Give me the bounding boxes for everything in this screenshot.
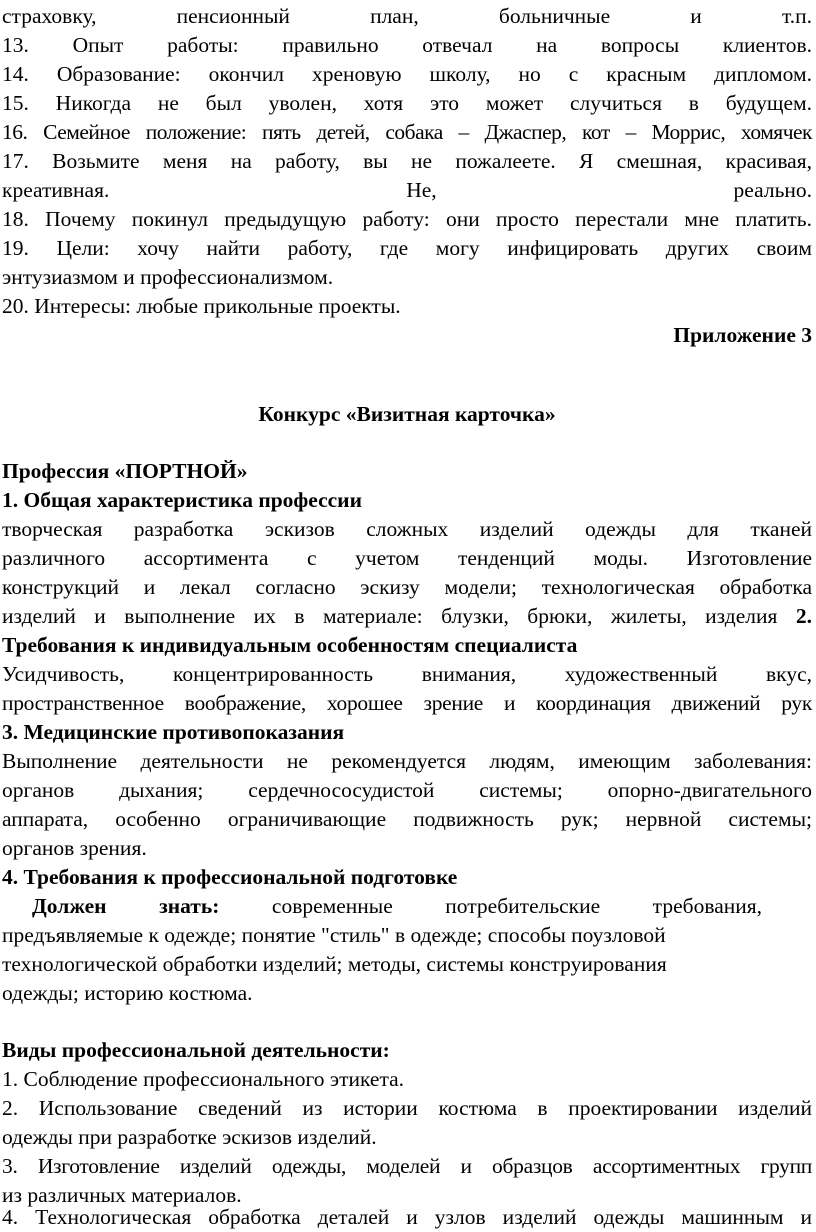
section-3-text-line-3: аппарата, особенно ограничивающие подвижность рук; нервной системы;: [2, 807, 812, 831]
section-2-heading: Требования к индивидуальным особенностям специалиста: [2, 633, 578, 657]
list-item-13: 13. Опыт работы: правильно отвечал на вопросы клиентов.: [2, 33, 812, 57]
list-item-20: 20. Интересы: любые прикольные проекты.: [2, 294, 401, 318]
list-item-19-continuation: энтузиазмом и профессионализмом.: [2, 265, 334, 289]
section-1-text-line-2: различного ассортимента с учетом тенденций моды. Изготовление: [2, 546, 812, 570]
must-know-label: Должен знать:: [32, 894, 220, 918]
appendix-label: Приложение 3: [673, 323, 812, 347]
list-item-17: 17. Возьмите меня на работу, вы не пожалеете. Я смешная, красивая,: [2, 149, 812, 173]
list-item-14: 14. Образование: окончил хреновую школу, но с красным дипломом.: [2, 62, 812, 86]
activity-item-2: 2. Использование сведений из истории костюма в проектировании изделий: [2, 1096, 812, 1120]
activity-item-1: 1. Соблюдение профессионального этикета.: [2, 1067, 405, 1091]
section-1-text-end: изделий и выполнение их в материале: блузки, брюки, жилеты, изделия: [2, 604, 778, 628]
section-3-text-line-1: Выполнение деятельности не рекомендуется людям, имеющим заболевания:: [2, 749, 812, 773]
list-item-12-continuation: страховку, пенсионный план, больничные и т.п.: [2, 4, 812, 28]
must-know-text: современные потребительские требования,: [271, 894, 763, 918]
section-3-heading: 3. Медицинские противопоказания: [2, 720, 345, 744]
profession-heading: Профессия «ПОРТНОЙ»: [2, 459, 248, 483]
section-1-text-line-3: конструкций и лекал согласно эскизу модели; технологическая обработка: [2, 575, 812, 599]
activities-heading: Виды профессиональной деятельности:: [2, 1038, 390, 1062]
list-item-15: 15. Никогда не был уволен, хотя это может случиться в будущем.: [2, 91, 812, 115]
list-item-16: 16. Семейное положение: пять детей, собака – Джаспер, кот – Моррис, хомячек: [2, 120, 812, 144]
list-item-19: 19. Цели: хочу найти работу, где могу инфицировать других своим: [2, 236, 812, 260]
section-4-text-line-3: технологической обработки изделий; методы, системы конструирования: [2, 952, 667, 976]
activity-item-4: 4. Технологическая обработка деталей и узлов изделий одежды машинным и: [2, 1205, 812, 1229]
activity-item-2-continuation: одежды при разработке эскизов изделий.: [2, 1125, 377, 1149]
section-1-text-line-1: творческая разработка эскизов сложных изделий одежды для тканей: [2, 517, 812, 541]
section-2-text-line-1: Усидчивость, концентрированность внимания, художественный вкус,: [2, 662, 812, 686]
section-4-text-line-1: [2, 892, 762, 921]
section-3-text-line-4: органов зрения.: [2, 836, 147, 860]
section-4-heading: 4. Требования к профессиональной подготовке: [2, 865, 458, 889]
section-1-text-line-4: [2, 602, 812, 631]
list-item-18: 18. Почему покинул предыдущую работу: они просто перестали мне платить.: [2, 207, 812, 231]
section-4-text-line-4: одежды; историю костюма.: [2, 981, 253, 1005]
activity-item-3: 3. Изготовление изделий одежды, моделей и образцов ассортиментных групп: [2, 1154, 812, 1178]
list-item-17-continuation: креативная. Не, реально.: [2, 178, 812, 202]
section-2-text-line-2: пространственное воображение, хорошее зрение и координация движений рук: [2, 691, 812, 715]
section-4-text-line-2: предъявляемые к одежде; понятие "стиль" в одежде; способы поузловой: [2, 923, 666, 947]
section-1-heading: 1. Общая характеристика профессии: [2, 488, 362, 512]
activity-item-3-continuation: из различных материалов.: [2, 1183, 242, 1207]
contest-title: Конкурс «Визитная карточка»: [258, 402, 556, 426]
section-3-text-line-2: органов дыхания; сердечнососудистой системы; опорно-двигательного: [2, 778, 812, 802]
section-2-number: 2.: [795, 604, 813, 628]
